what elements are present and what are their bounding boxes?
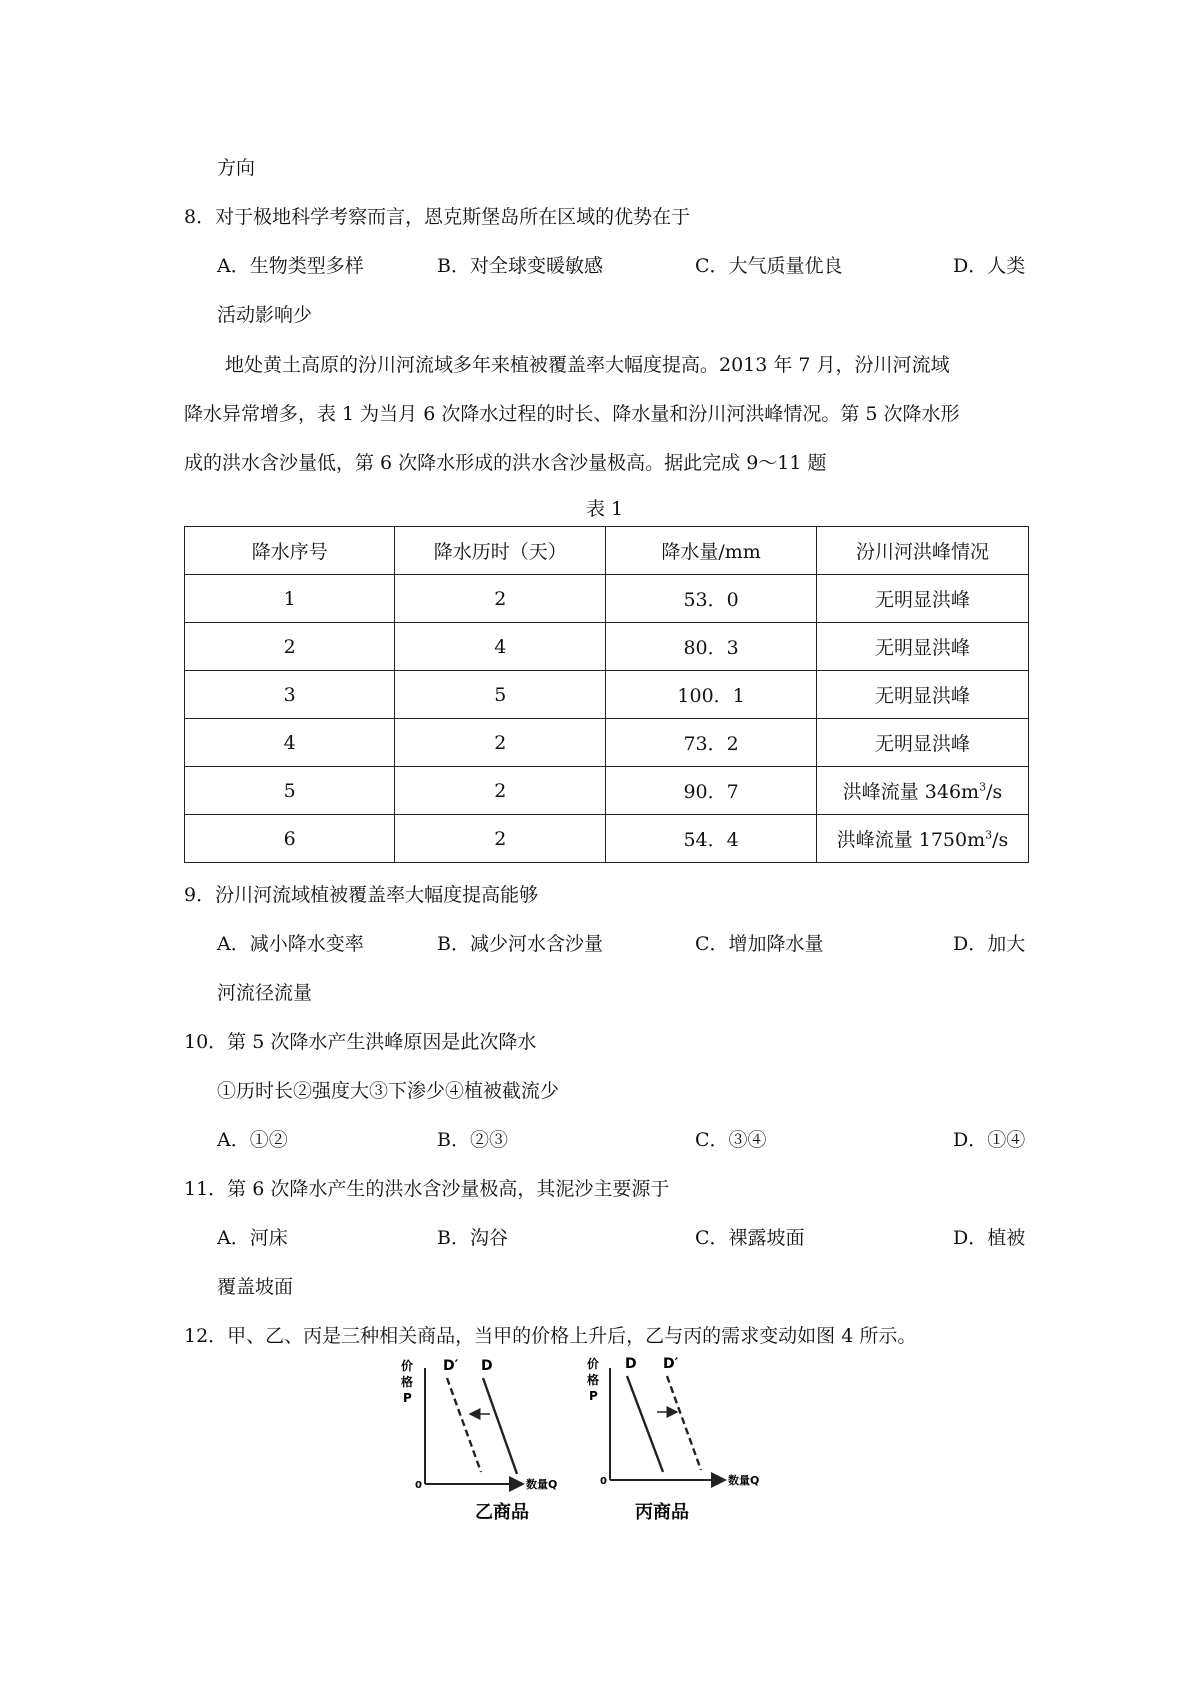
q11-option-a: A．河床 <box>217 1227 288 1249</box>
unit-exponent: 3 <box>985 828 993 842</box>
passage-line-1: 地处黄土高原的汾川河流域多年来植被覆盖率大幅度提高。2013 年 7 月，汾川河流域 <box>225 354 950 376</box>
q9-stem: 9．汾川河流域植被覆盖率大幅度提高能够 <box>184 884 539 906</box>
right-panel-title: 丙商品 <box>635 1502 689 1523</box>
cell-amount: 100．1 <box>606 671 817 719</box>
q8-option-a: A．生物类型多样 <box>217 255 364 277</box>
table-caption: 表 1 <box>586 498 624 520</box>
header-flood: 汾川河洪峰情况 <box>816 527 1028 575</box>
cell-duration: 4 <box>395 623 606 671</box>
cell-flood <box>816 767 1028 815</box>
q9-option-a: A．减小降水变率 <box>217 933 364 955</box>
header-sequence: 降水序号 <box>185 527 395 575</box>
cell-amount: 80．3 <box>606 623 817 671</box>
q8-option-d-wrap: 活动影响少 <box>217 304 313 326</box>
q9-option-d: D．加大 <box>953 933 1026 955</box>
right-x-label: 数量Q <box>728 1474 760 1487</box>
table-row <box>185 815 1029 863</box>
table-row <box>185 719 1029 767</box>
q8-option-b: B．对全球变暖敏感 <box>437 255 603 277</box>
cell-sequence: 6 <box>185 815 395 863</box>
right-d-prime-curve <box>667 1376 701 1470</box>
left-d-label: D <box>481 1358 493 1374</box>
q11-option-b: B．沟谷 <box>437 1227 508 1249</box>
unit-suffix: /s <box>992 829 1009 851</box>
q8-stem: 8．对于极地科学考察而言，恩克斯堡岛所在区域的优势在于 <box>184 206 691 228</box>
cell-duration: 2 <box>395 767 606 815</box>
q11-option-c: C．裸露坡面 <box>695 1227 805 1249</box>
left-y-label-2: 格 <box>401 1375 414 1389</box>
q8-option-c: C．大气质量优良 <box>695 255 843 277</box>
right-d-prime-label: D′ <box>663 1356 679 1372</box>
q10-option-d: D．①④ <box>953 1129 1026 1151</box>
cell-sequence: 2 <box>185 623 395 671</box>
cell-amount: 53．0 <box>606 575 817 623</box>
right-origin: 0 <box>600 1476 607 1487</box>
right-y-label-1: 价 <box>587 1357 600 1371</box>
flood-value: 洪峰流量 346m <box>842 781 980 803</box>
cell-sequence: 1 <box>185 575 395 623</box>
q10-option-a: A．①② <box>217 1129 288 1151</box>
cell-duration: 2 <box>395 815 606 863</box>
q11-option-d-wrap: 覆盖坡面 <box>217 1276 294 1298</box>
cell-sequence: 3 <box>185 671 395 719</box>
q11-stem: 11．第 6 次降水产生的洪水含沙量极高，其泥沙主要源于 <box>184 1178 670 1200</box>
unit-suffix: /s <box>986 781 1003 803</box>
precipitation-table <box>184 526 1029 863</box>
left-d-curve <box>483 1378 517 1474</box>
left-d-prime-label: D′ <box>443 1358 459 1374</box>
cell-sequence: 5 <box>185 767 395 815</box>
right-panel <box>587 1356 759 1523</box>
cell-amount: 73．2 <box>606 719 817 767</box>
table-row <box>185 671 1029 719</box>
cell-amount: 90．7 <box>606 767 817 815</box>
cell-flood: 无明显洪峰 <box>816 671 1028 719</box>
q11-option-d: D．植被 <box>953 1227 1026 1249</box>
right-d-curve <box>627 1376 663 1472</box>
table-row <box>185 575 1029 623</box>
q10-option-c: C．③④ <box>695 1129 767 1151</box>
cell-duration: 2 <box>395 575 606 623</box>
demand-shift-figure <box>395 1348 805 1530</box>
left-panel <box>401 1358 557 1523</box>
cell-duration: 2 <box>395 719 606 767</box>
left-y-label-3: P <box>403 1391 412 1405</box>
right-d-label: D <box>625 1356 637 1372</box>
passage-line-2: 降水异常增多，表 1 为当月 6 次降水过程的时长、降水量和汾川河洪峰情况。第 5 次降水形 <box>184 403 960 425</box>
right-y-label-3: P <box>589 1389 598 1403</box>
header-amount: 降水量/mm <box>606 527 817 575</box>
cell-sequence: 4 <box>185 719 395 767</box>
left-panel-title: 乙商品 <box>475 1502 529 1523</box>
q9-option-d-wrap: 河流径流量 <box>217 982 313 1004</box>
cell-flood <box>816 815 1028 863</box>
q8-option-d: D．人类 <box>953 255 1026 277</box>
left-y-label-1: 价 <box>401 1359 414 1373</box>
q10-option-b: B．②③ <box>437 1129 508 1151</box>
cell-flood: 无明显洪峰 <box>816 575 1028 623</box>
cell-flood: 无明显洪峰 <box>816 719 1028 767</box>
table-row <box>185 767 1029 815</box>
left-origin: 0 <box>415 1480 422 1491</box>
passage-line-3: 成的洪水含沙量低，第 6 次降水形成的洪水含沙量极高。据此完成 9～11 题 <box>184 452 827 474</box>
cell-amount: 54．4 <box>606 815 817 863</box>
q9-option-c: C．增加降水量 <box>695 933 824 955</box>
q10-stem: 10．第 5 次降水产生洪峰原因是此次降水 <box>184 1031 537 1053</box>
q9-option-b: B．减少河水含沙量 <box>437 933 603 955</box>
left-d-prime-curve <box>447 1378 481 1472</box>
cell-duration: 5 <box>395 671 606 719</box>
header-duration: 降水历时（天） <box>395 527 606 575</box>
table-header-row <box>185 527 1029 575</box>
unit-exponent: 3 <box>979 780 987 794</box>
q12-stem: 12．甲、乙、丙是三种相关商品，当甲的价格上升后，乙与丙的需求变动如图 4 所示。 <box>184 1325 917 1347</box>
q10-sub-items: ①历时长②强度大③下渗少④植被截流少 <box>217 1080 560 1102</box>
left-x-label: 数量Q <box>526 1478 558 1491</box>
prev-question-tail: 方向 <box>217 157 256 179</box>
cell-flood: 无明显洪峰 <box>816 623 1028 671</box>
right-y-label-2: 格 <box>587 1373 600 1387</box>
table-row <box>185 623 1029 671</box>
flood-value: 洪峰流量 1750m <box>836 829 986 851</box>
